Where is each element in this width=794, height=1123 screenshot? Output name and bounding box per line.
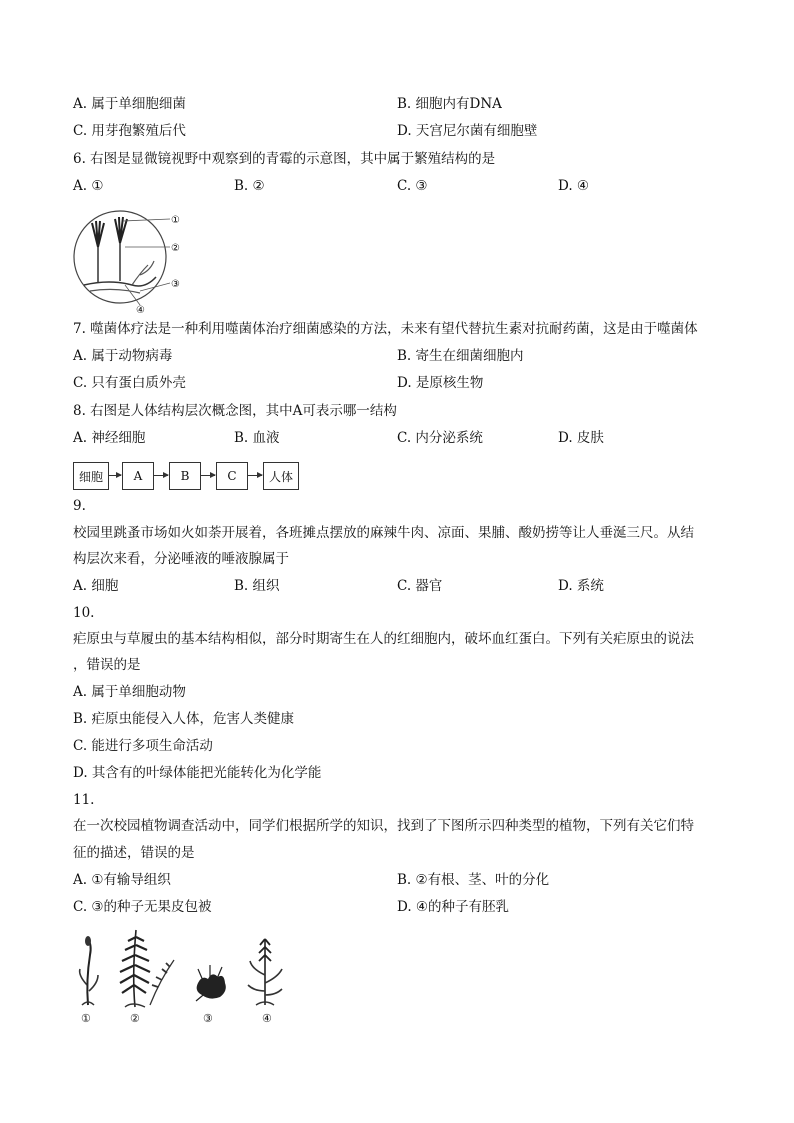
q10-option-a: A. 属于单细胞动物 [73, 684, 186, 700]
flow-arrow [200, 475, 215, 476]
q11-fig-label-3: ③ [203, 1012, 213, 1025]
q10-option-b: B. 疟原虫能侵入人体，危害人类健康 [73, 711, 295, 727]
q6-fig-label-3: ③ [171, 279, 180, 290]
q6-option-d: D. ④ [558, 178, 590, 194]
flow-box-b: B [169, 462, 201, 490]
q7-option-d: D. 是原核生物 [397, 375, 484, 391]
q8-stem: 8. 右图是人体结构层次概念图，其中A可表示哪一结构 [73, 403, 397, 419]
q6-fig-label-1: ① [171, 215, 180, 226]
q11-text-line1: 在一次校园植物调查活动中，同学们根据所学的知识，找到了下图所示四种类型的植物，下列有关它们特 [73, 818, 694, 834]
q7-option-a: A. 属于动物病毒 [73, 348, 173, 364]
q9-option-b: B. 组织 [234, 578, 280, 594]
flow-box-a: A [122, 462, 154, 490]
q8-option-d: D. 皮肤 [558, 430, 604, 446]
flow-arrow [108, 475, 121, 476]
q10-option-d: D. 其含有的叶绿体能把光能转化为化学能 [73, 765, 322, 781]
penicillium-figure [70, 205, 195, 315]
q6-fig-label-2: ② [171, 243, 180, 254]
q9-text-line2: 构层次来看，分泌唾液的唾液腺属于 [73, 551, 289, 567]
q9-text-line1: 校园里跳蚤市场如火如荼开展着，各班摊点摆放的麻辣牛肉、凉面、果脯、酸奶捞等让人垂涎三尺。从结 [73, 525, 694, 541]
plant-3-drawing [196, 965, 226, 1001]
q7-stem: 7. 噬菌体疗法是一种利用噬菌体治疗细菌感染的方法，未来有望代替抗生素对抗耐药菌，这是由于噬菌体 [73, 321, 698, 337]
q6-option-a: A. ① [73, 178, 104, 194]
q5-option-c: C. 用芽孢繁殖后代 [73, 123, 186, 139]
flow-box-c: C [216, 462, 248, 490]
plant-2-drawing [120, 930, 174, 1007]
q11-option-c: C. ③的种子无果皮包被 [73, 899, 212, 915]
plant-1-drawing [80, 936, 98, 1005]
q6-fig-label-4: ④ [136, 305, 145, 315]
plant-4-drawing [248, 939, 282, 1005]
q7-option-c: C. 只有蛋白质外壳 [73, 375, 186, 391]
flow-box-human: 人体 [263, 462, 299, 490]
q6-option-c: C. ③ [397, 178, 428, 194]
q10-text-line1: 疟原虫与草履虫的基本结构相似，部分时期寄生在人的红细胞内，破坏血红蛋白。下列有关疟原虫的说法 [73, 631, 694, 647]
q9-number: 9. [73, 498, 86, 514]
q8-option-a: A. 神经细胞 [73, 430, 146, 446]
q5-option-b: B. 细胞内有DNA [397, 96, 502, 112]
q8-option-c: C. 内分泌系统 [397, 430, 483, 446]
q10-option-c: C. 能进行多项生命活动 [73, 738, 213, 754]
flow-arrow [153, 475, 168, 476]
q9-option-c: C. 器官 [397, 578, 443, 594]
q11-number: 11. [73, 792, 95, 808]
q9-option-a: A. 细胞 [73, 578, 119, 594]
q11-option-b: B. ②有根、茎、叶的分化 [397, 872, 550, 888]
q11-option-d: D. ④的种子有胚乳 [397, 899, 510, 915]
flow-arrow [247, 475, 262, 476]
q11-fig-label-4: ④ [262, 1012, 272, 1025]
q8-option-b: B. 血液 [234, 430, 280, 446]
q9-option-d: D. 系统 [558, 578, 604, 594]
q6-stem: 6. 右图是显微镜视野中观察到的青霉的示意图，其中属于繁殖结构的是 [73, 151, 496, 167]
q5-option-a: A. 属于单细胞细菌 [73, 96, 186, 112]
q11-fig-label-1: ① [81, 1012, 91, 1025]
q10-number: 10. [73, 605, 95, 621]
q11-option-a: A. ①有输导组织 [73, 872, 171, 888]
q10-text-line2: ，错误的是 [73, 657, 141, 673]
q5-option-d: D. 天宫尼尔菌有细胞壁 [397, 123, 538, 139]
flow-box-cell: 细胞 [73, 462, 109, 490]
q6-option-b: B. ② [234, 178, 265, 194]
q11-fig-label-2: ② [130, 1012, 140, 1025]
plants-figure [70, 925, 290, 1015]
q7-option-b: B. 寄生在细菌细胞内 [397, 348, 524, 364]
q11-text-line2: 征的描述，错误的是 [73, 845, 195, 861]
